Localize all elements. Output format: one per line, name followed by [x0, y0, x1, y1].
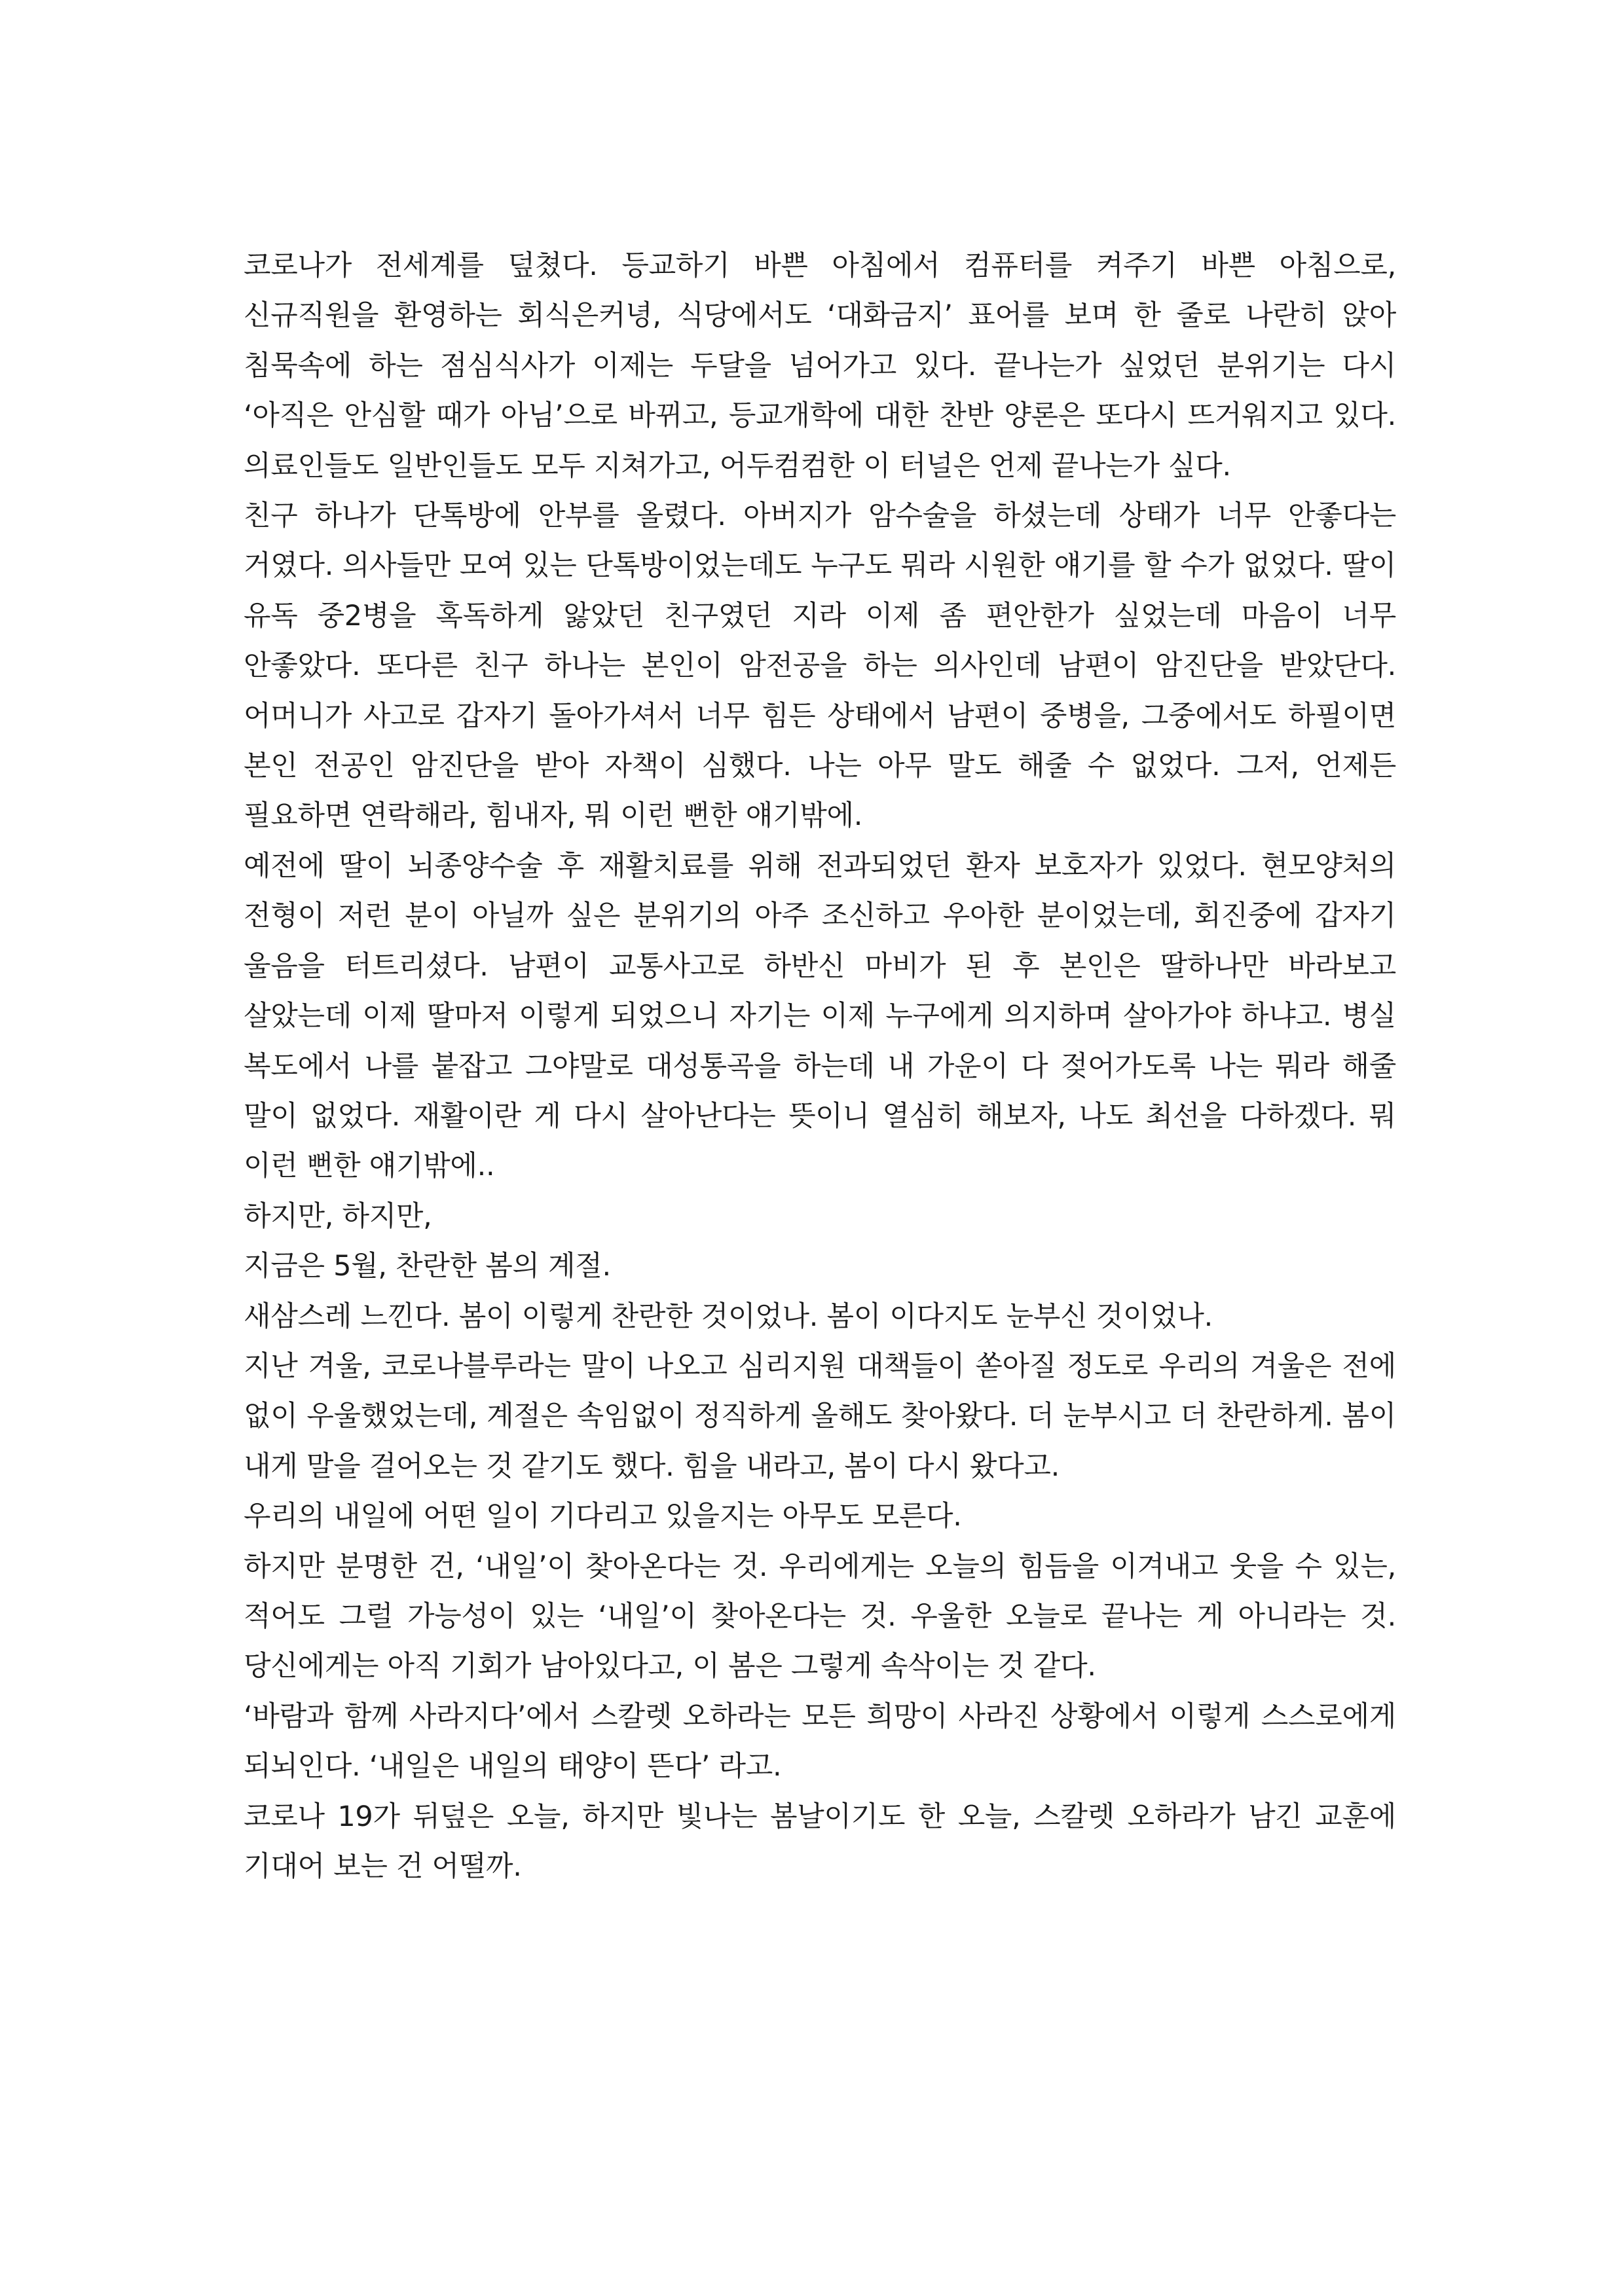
paragraph-corona-intro: 코로나가 전세계를 덮쳤다. 등교하기 바쁜 아침에서 컴퓨터를 켜주기 바쁜 아침으로, 신규직원을 환영하는 회식은커녕, 식당에서도 ‘대화금지’ 표어를 보며 한 줄로 나란히 앉아 침묵속에 하는 점심식사가 이제는 두달을 넘어가고 있다. 끝나는가 싶었던 분위기는 다시 ‘아직은 안심할 때가 아님’으로 바뀌고, 등교개학에 대한 찬반 양론은 또다시 뜨거워지고 있다. 의료인들도 일반인들도 모두 지쳐가고, 어두컴컴한 이 터널은 언제 끝나는가 싶다. [244, 249, 1396, 483]
paragraph-scarlett-quote: ‘바람과 함께 사라지다’에서 스칼렛 오하라는 모든 희망이 사라진 상황에서 이렇게 스스로에게 되뇌인다. ‘내일은 내일의 태양이 뜬다’ 라고. [244, 1700, 1396, 1783]
essay-body [244, 241, 1396, 1891]
paragraph-may-spring: 지금은 5월, 찬란한 봄의 계절. [244, 1250, 611, 1283]
paragraph-tomorrow-comes: 하지만 분명한 건, ‘내일’이 찾아온다는 것. 우리에게는 오늘의 힘듬을 이겨내고 웃을 수 있는, 적어도 그럴 가능성이 있는 ‘내일’이 찾아온다는 것. 우울한 오늘로 끝나는 게 아니라는 것. 당신에게는 아직 기회가 남아있다고, 이 봄은 그렇게 속삭이는 것 같다. [244, 1550, 1396, 1683]
paragraph-however: 하지만, 하지만, [244, 1199, 432, 1233]
paragraph-closing: 코로나 19가 뒤덮은 오늘, 하지만 빛나는 봄날이기도 한 오늘, 스칼렛 오하라가 남긴 교훈에 기대어 보는 건 어떨까. [244, 1800, 1396, 1883]
paragraph-patient-guardian: 예전에 딸이 뇌종양수술 후 재활치료를 위해 전과되었던 환자 보호자가 있었다. 현모양처의 전형이 저런 분이 아닐까 싶은 분위기의 아주 조신하고 우아한 분이었는데, 회진중에 갑자기 울음을 터트리셨다. 남편이 교통사고로 하반신 마비가 된 후 본인은 딸하나만 바라보고 살았는데 이제 딸마저 이렇게 되었으니 자기는 이제 누구에게 의지하며 살아가야 하냐고. 병실 복도에서 나를 붙잡고 그야말로 대성통곡을 하는데 내 가운이 다 젖어가도록 나는 뭐라 해줄 말이 없었다. 재활이란 게 다시 살아난다는 뜻이니 열심히 해보자, 나도 최선을 다하겠다. 뭐 이런 뻔한 얘기밖에.. [244, 849, 1396, 1183]
paragraph-friends-news: 친구 하나가 단톡방에 안부를 올렸다. 아버지가 암수술을 하셨는데 상태가 너무 안좋다는 거였다. 의사들만 모여 있는 단톡방이었는데도 누구도 뭐라 시원한 얘기를 할 수가 없었다. 딸이 유독 중2병을 혹독하게 앓았던 친구였던 지라 이제 좀 편안한가 싶었는데 마음이 너무 안좋았다. 또다른 친구 하나는 본인이 암전공을 하는 의사인데 남편이 암진단을 받았단다. 어머니가 사고로 갑자기 돌아가셔서 너무 힘든 상태에서 남편이 중병을, 그중에서도 하필이면 본인 전공인 암진단을 받아 자책이 심했다. 나는 아무 말도 해줄 수 없었다. 그저, 언제든 필요하면 연락해라, 힘내자, 뭐 이런 뻔한 얘기밖에. [244, 500, 1396, 833]
paragraph-last-winter: 지난 겨울, 코로나블루라는 말이 나오고 심리지원 대책들이 쏟아질 정도로 우리의 겨울은 전에 없이 우울했었는데, 계절은 속임없이 정직하게 올해도 찾아왔다. 더 눈부시고 더 찬란하게. 봄이 내게 말을 걸어오는 것 같기도 했다. 힘을 내라고, 봄이 다시 왔다고. [244, 1349, 1396, 1483]
paragraph-spring-feeling: 새삼스레 느낀다. 봄이 이렇게 찬란한 것이었나. 봄이 이다지도 눈부신 것이었나. [244, 1300, 1213, 1333]
paragraph-tomorrow-unknown: 우리의 내일에 어떤 일이 기다리고 있을지는 아무도 모른다. [244, 1500, 962, 1533]
